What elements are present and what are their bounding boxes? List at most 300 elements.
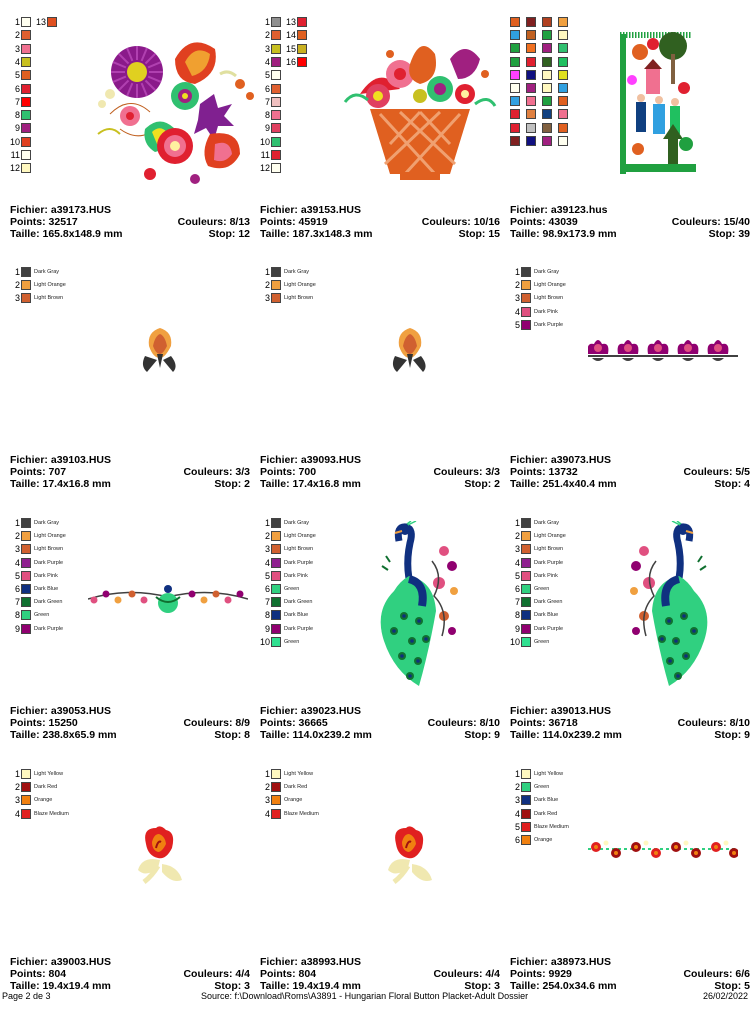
size-line	[260, 228, 372, 240]
thread-number: 12	[260, 163, 271, 174]
thread-number: 2	[514, 782, 520, 793]
color-swatch	[271, 293, 281, 303]
thread-swatch	[260, 583, 299, 595]
thread-swatch	[542, 82, 552, 94]
thread-swatch	[10, 557, 63, 569]
stop-value: 4	[744, 478, 750, 490]
color-swatch	[510, 43, 520, 53]
size-line	[10, 478, 111, 490]
thread-name: Light Orange	[534, 282, 566, 289]
thread-swatch	[10, 596, 62, 608]
thread-name: Dark Gray	[534, 269, 560, 275]
file-name: a39003.HUS	[50, 956, 111, 968]
thread-swatch	[260, 609, 308, 621]
thread-number: 1	[264, 769, 270, 779]
color-swatch	[526, 123, 536, 133]
points-line	[510, 466, 578, 478]
thread-number: 3	[264, 43, 270, 54]
file-label: Fichier:	[260, 956, 298, 968]
thread-swatch	[10, 543, 63, 555]
embroidery-preview	[340, 34, 500, 184]
design-info	[510, 454, 750, 490]
thread-swatch	[542, 56, 552, 68]
size-value: 114.0x239.2 mm	[542, 729, 622, 741]
thread-swatch	[10, 292, 63, 304]
thread-swatch	[558, 82, 568, 94]
color-swatch	[510, 83, 520, 93]
color-swatch	[271, 518, 281, 528]
thread-swatch	[542, 69, 552, 81]
thread-number: 6	[264, 83, 270, 94]
file-label: Fichier:	[10, 705, 48, 717]
thread-swatch	[10, 768, 63, 780]
thread-swatch	[510, 609, 558, 621]
thread-number: 4	[514, 306, 520, 317]
color-swatch	[526, 96, 536, 106]
thread-name: Dark Gray	[34, 520, 60, 526]
thread-swatch	[260, 29, 281, 41]
thread-name: Orange	[34, 797, 53, 804]
thread-swatch	[10, 56, 31, 68]
points-line	[260, 717, 328, 729]
stop-label: Stop:	[214, 980, 242, 992]
thread-number: 1	[14, 769, 20, 779]
thread-number: 3	[14, 43, 20, 54]
thread-swatch	[510, 821, 569, 833]
design-info	[510, 204, 750, 240]
size-value: 165.8x148.9 mm	[42, 228, 123, 240]
thread-number: 9	[264, 123, 270, 134]
thread-swatch	[10, 279, 66, 291]
points-value: 13732	[548, 466, 578, 478]
thread-swatch	[542, 122, 552, 134]
color-swatch	[521, 558, 531, 568]
thread-number: 1	[514, 518, 520, 528]
design-info	[260, 204, 500, 240]
points-value: 36665	[298, 717, 328, 729]
design-info	[10, 705, 250, 741]
thread-number: 9	[264, 623, 270, 634]
thread-name: Dark Gray	[34, 269, 60, 275]
thread-number: 13	[36, 17, 47, 27]
colors-label: Couleurs:	[433, 968, 483, 980]
thread-name: Dark Purple	[534, 625, 564, 632]
thread-swatch	[10, 96, 31, 108]
thread-number: 2	[264, 531, 270, 542]
color-swatch	[21, 782, 31, 792]
stop-label: Stop:	[714, 980, 742, 992]
thread-swatch	[526, 56, 536, 68]
color-swatch	[521, 769, 531, 779]
thread-swatch	[10, 609, 49, 621]
colors-line	[433, 466, 500, 478]
size-value: 254.0x34.6 mm	[542, 980, 617, 992]
file-line	[10, 956, 111, 968]
thread-swatch	[260, 279, 316, 291]
thread-swatch	[260, 56, 281, 68]
thread-number: 6	[514, 584, 520, 594]
color-swatch	[558, 57, 568, 67]
thread-swatch	[510, 29, 520, 41]
size-value: 19.4x19.4 mm	[292, 980, 361, 992]
file-label: Fichier:	[10, 204, 48, 216]
color-swatch	[521, 531, 531, 541]
thread-name: Light Orange	[34, 533, 66, 540]
thread-swatch	[260, 517, 309, 529]
file-name: a39153.HUS	[300, 204, 361, 216]
colors-label: Couleurs:	[677, 717, 727, 729]
thread-swatch	[526, 82, 536, 94]
thread-number: 1	[514, 267, 520, 277]
embroidery-preview	[588, 336, 738, 366]
thread-name: Light Yellow	[284, 771, 314, 777]
thread-swatch	[260, 149, 281, 161]
color-swatch	[21, 150, 31, 160]
thread-swatch	[510, 781, 549, 793]
color-swatch	[271, 123, 281, 133]
thread-name: Orange	[534, 837, 553, 843]
thread-name: Light Orange	[284, 282, 316, 289]
design-card	[260, 768, 500, 1018]
stop-label: Stop:	[708, 228, 736, 240]
thread-swatch	[510, 95, 520, 107]
thread-number: 10	[10, 136, 21, 147]
design-info	[260, 705, 500, 741]
thread-name: Light Yellow	[34, 771, 64, 777]
color-swatch	[21, 30, 31, 40]
thread-number: 8	[14, 110, 20, 121]
stop-label: Stop:	[714, 478, 742, 490]
color-swatch	[271, 70, 281, 80]
thread-swatch	[10, 149, 31, 161]
thread-number: 1	[14, 518, 20, 528]
color-swatch	[521, 267, 531, 277]
color-swatch	[510, 96, 520, 106]
thread-swatch	[510, 768, 563, 780]
size-line	[510, 478, 617, 490]
thread-number: 16	[286, 56, 297, 67]
color-swatch	[21, 70, 31, 80]
thread-number: 1	[514, 769, 520, 779]
thread-swatch	[260, 794, 302, 806]
color-swatch	[21, 624, 31, 634]
size-line	[10, 729, 117, 741]
color-swatch	[521, 544, 531, 554]
color-swatch	[521, 624, 531, 634]
design-info	[10, 454, 250, 490]
color-swatch	[47, 17, 57, 27]
thread-swatch	[10, 266, 59, 278]
points-value: 36718	[548, 717, 578, 729]
thread-number: 7	[14, 96, 20, 107]
thread-swatch	[558, 95, 568, 107]
points-label: Points:	[10, 466, 46, 478]
thread-swatch	[510, 42, 520, 54]
points-value: 700	[298, 466, 317, 478]
color-swatch	[510, 57, 520, 67]
thread-number: 5	[264, 570, 270, 581]
thread-number: 2	[264, 782, 270, 793]
color-swatch	[21, 597, 31, 607]
thread-swatch	[10, 122, 31, 134]
color-swatch	[271, 610, 281, 620]
stop-value: 3	[494, 980, 500, 992]
size-value: 98.9x173.9 mm	[542, 228, 617, 240]
thread-number: 3	[14, 795, 20, 806]
thread-number: 7	[264, 597, 270, 608]
stop-label: Stop:	[458, 228, 486, 240]
thread-name: Dark Blue	[534, 612, 559, 619]
design-info	[260, 454, 500, 490]
file-line	[510, 454, 611, 466]
size-value: 114.0x239.2 mm	[292, 729, 372, 741]
thread-name: Dark Gray	[284, 520, 310, 526]
source-path: Source: f:\Download\Roms\A3891 - Hungarian Floral Button Placket-Adult Dossier	[201, 991, 529, 1001]
file-line	[510, 204, 607, 216]
thread-swatch	[558, 16, 568, 28]
color-swatch	[21, 57, 31, 67]
size-label: Taille:	[510, 980, 540, 992]
points-label: Points:	[10, 717, 46, 729]
stop-line	[214, 478, 250, 490]
thread-number: 3	[514, 544, 520, 555]
thread-number: 3	[264, 795, 270, 806]
colors-value: 3/3	[235, 466, 250, 478]
color-swatch	[526, 136, 536, 146]
thread-swatch	[260, 96, 281, 108]
thread-name: Dark Pink	[534, 572, 558, 579]
thread-swatch	[260, 109, 281, 121]
color-swatch	[21, 769, 31, 779]
thread-swatch	[510, 135, 520, 147]
thread-swatch	[510, 530, 566, 542]
thread-swatch	[10, 16, 31, 28]
colors-line	[183, 466, 250, 478]
thread-swatch	[260, 768, 313, 780]
thread-swatch	[10, 29, 31, 41]
design-card	[510, 517, 750, 767]
points-line	[260, 968, 316, 980]
thread-name: Dark Pink	[534, 308, 558, 315]
thread-name: Green	[534, 586, 550, 592]
size-line	[510, 729, 622, 741]
thread-swatch	[510, 319, 563, 331]
color-swatch	[271, 97, 281, 107]
thread-swatch	[286, 29, 307, 41]
thread-swatch	[286, 16, 307, 28]
colors-value: 8/10	[729, 717, 750, 729]
thread-swatch	[10, 530, 66, 542]
color-swatch	[558, 136, 568, 146]
size-line	[510, 228, 617, 240]
thread-swatch	[260, 808, 319, 820]
thread-swatch	[510, 557, 563, 569]
color-swatch	[271, 795, 281, 805]
thread-name: Light Yellow	[534, 771, 564, 777]
thread-swatch	[542, 95, 552, 107]
thread-name: Light Orange	[34, 282, 66, 289]
color-swatch	[526, 17, 536, 27]
size-label: Taille:	[260, 228, 290, 240]
thread-number: 1	[264, 267, 270, 277]
thread-swatch	[260, 83, 281, 95]
thread-swatch	[10, 794, 52, 806]
file-label: Fichier:	[510, 956, 548, 968]
color-swatch	[558, 96, 568, 106]
file-name: a39023.HUS	[300, 705, 361, 717]
thread-swatch	[260, 69, 281, 81]
thread-number: 8	[264, 110, 270, 121]
thread-number: 5	[14, 70, 20, 81]
thread-number: 15	[286, 43, 297, 54]
thread-name: Light Brown	[534, 546, 564, 553]
thread-number: 8	[264, 610, 270, 621]
color-swatch	[21, 544, 31, 554]
color-swatch	[510, 123, 520, 133]
color-swatch	[542, 109, 552, 119]
thread-name: Dark Purple	[284, 625, 314, 632]
color-swatch	[21, 610, 31, 620]
colors-label: Couleurs:	[183, 968, 233, 980]
thread-name: Dark Purple	[534, 321, 564, 328]
points-value: 804	[48, 968, 67, 980]
points-line	[260, 216, 328, 228]
stop-value: 12	[238, 228, 250, 240]
embroidery-preview	[374, 521, 464, 691]
color-swatch	[271, 531, 281, 541]
color-swatch	[21, 267, 31, 277]
color-swatch	[271, 137, 281, 147]
page-footer	[0, 990, 750, 1003]
thread-number: 10	[510, 636, 521, 647]
thread-swatch	[526, 69, 536, 81]
stop-value: 39	[738, 228, 750, 240]
thread-number: 4	[14, 56, 20, 67]
color-swatch	[271, 624, 281, 634]
thread-number: 5	[514, 319, 520, 330]
color-swatch	[297, 30, 307, 40]
thread-number: 11	[260, 150, 270, 160]
thread-swatch	[558, 42, 568, 54]
points-line	[10, 466, 66, 478]
color-swatch	[21, 809, 31, 819]
thread-swatch	[260, 136, 281, 148]
thread-number: 5	[14, 570, 20, 581]
color-swatch	[297, 17, 307, 27]
thread-number: 3	[264, 544, 270, 555]
points-value: 15250	[48, 717, 78, 729]
thread-swatch	[510, 808, 557, 820]
thread-swatch	[260, 43, 281, 55]
file-name: a38993.HUS	[300, 956, 361, 968]
points-label: Points:	[510, 968, 546, 980]
thread-swatch	[10, 583, 58, 595]
thread-number: 2	[514, 280, 520, 291]
file-name: a39013.HUS	[550, 705, 611, 717]
file-name: a39173.HUS	[50, 204, 111, 216]
thread-swatch	[526, 122, 536, 134]
colors-label: Couleurs:	[177, 216, 227, 228]
thread-name: Light Brown	[34, 295, 64, 302]
colors-line	[178, 216, 250, 228]
embroidery-preview	[88, 577, 248, 617]
stop-line	[209, 228, 250, 240]
thread-name: Light Brown	[534, 295, 564, 302]
color-swatch	[21, 558, 31, 568]
thread-name: Blaze Medium	[534, 823, 569, 830]
thread-swatch	[510, 56, 520, 68]
colors-line	[422, 216, 500, 228]
colors-label: Couleurs:	[683, 968, 733, 980]
file-line	[260, 454, 361, 466]
color-swatch	[542, 136, 552, 146]
thread-swatch	[36, 16, 57, 28]
design-info	[10, 956, 250, 992]
color-swatch	[521, 307, 531, 317]
points-label: Points:	[260, 216, 296, 228]
color-swatch	[271, 280, 281, 290]
stop-line	[714, 729, 750, 741]
file-label: Fichier:	[510, 705, 548, 717]
color-swatch	[271, 637, 281, 647]
thread-swatch	[260, 781, 307, 793]
color-swatch	[521, 293, 531, 303]
color-swatch	[271, 150, 281, 160]
thread-number: 10	[260, 636, 271, 647]
thread-swatch	[10, 570, 58, 582]
thread-swatch	[526, 29, 536, 41]
thread-name: Dark Gray	[534, 520, 560, 526]
colors-label: Couleurs:	[183, 717, 233, 729]
size-label: Taille:	[260, 729, 290, 741]
thread-name: Light Orange	[534, 533, 566, 540]
colors-line	[433, 968, 500, 980]
embroidery-preview	[382, 826, 438, 886]
color-swatch	[21, 44, 31, 54]
thread-swatch	[260, 570, 308, 582]
thread-swatch	[510, 794, 558, 806]
thread-number: 2	[264, 30, 270, 41]
size-label: Taille:	[260, 980, 290, 992]
color-swatch	[521, 637, 531, 647]
colors-value: 8/13	[229, 216, 250, 228]
points-label: Points:	[510, 466, 546, 478]
design-card	[10, 517, 250, 767]
colors-value: 3/3	[485, 466, 500, 478]
colors-line	[183, 968, 250, 980]
thread-swatch	[260, 266, 309, 278]
points-line	[510, 216, 578, 228]
stop-label: Stop:	[464, 478, 492, 490]
color-swatch	[510, 70, 520, 80]
colors-value: 8/10	[479, 717, 500, 729]
points-line	[10, 717, 78, 729]
thread-number: 6	[514, 835, 520, 845]
colors-label: Couleurs:	[671, 216, 721, 228]
colors-line	[428, 717, 500, 729]
color-swatch	[297, 57, 307, 67]
color-swatch	[21, 571, 31, 581]
stop-line	[464, 478, 500, 490]
thread-number: 7	[14, 597, 20, 608]
color-swatch	[521, 597, 531, 607]
stop-value: 3	[244, 980, 250, 992]
size-label: Taille:	[10, 478, 40, 490]
file-label: Fichier:	[10, 454, 48, 466]
thread-number: 2	[14, 30, 20, 41]
thread-swatch	[10, 69, 31, 81]
thread-swatch	[510, 82, 520, 94]
